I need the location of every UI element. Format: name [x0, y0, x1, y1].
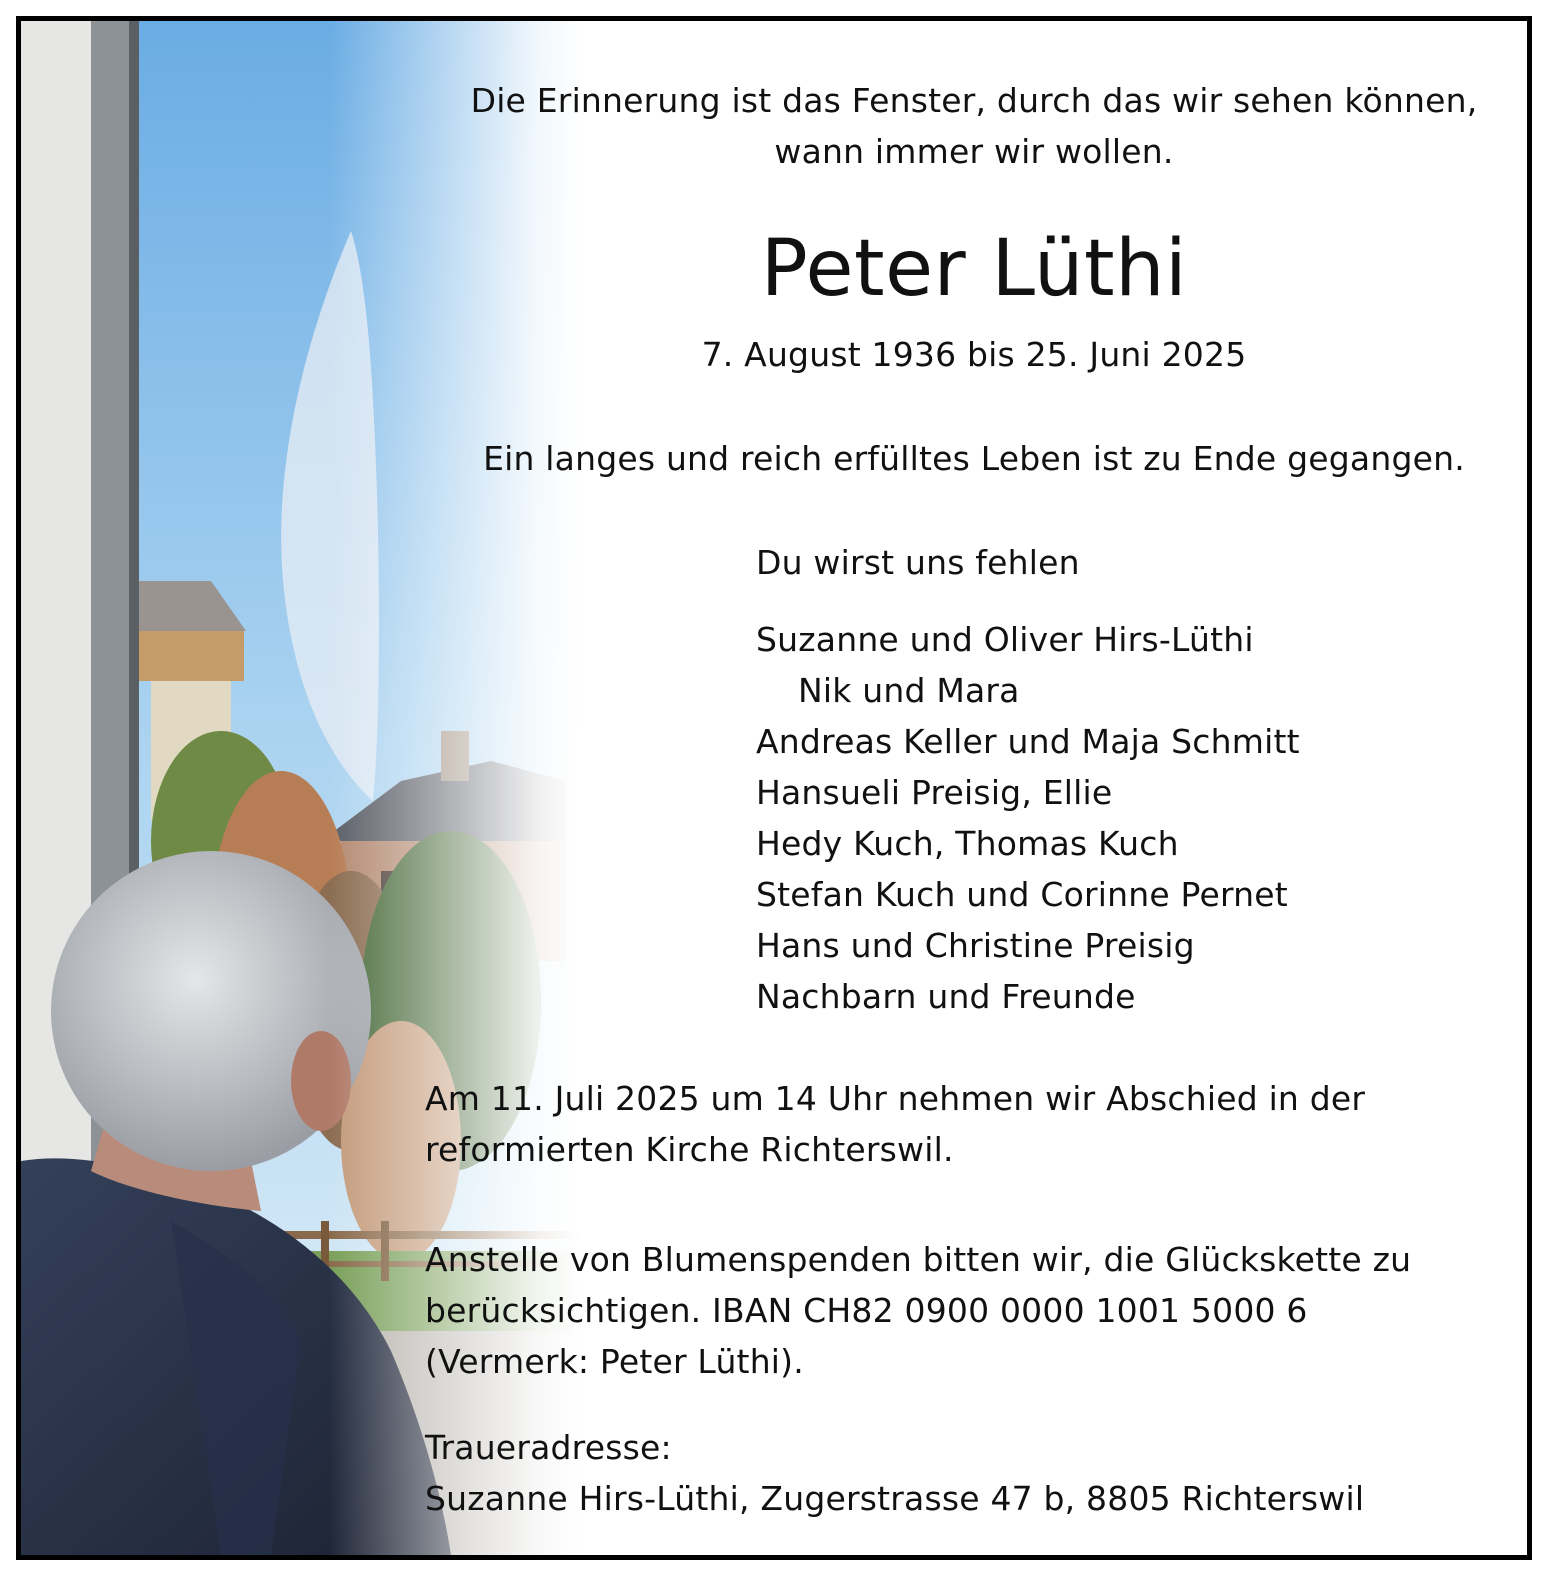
life-statement: Ein langes und reich erfülltes Leben ist zu Ende gegangen.: [483, 439, 1465, 478]
mourner-name: Suzanne und Oliver Hirs-Lüthi: [756, 620, 1254, 659]
obituary-frame: [16, 16, 1532, 1560]
quote-line-2: wann immer wir wollen.: [774, 132, 1174, 171]
mourner-name: Nik und Mara: [798, 671, 1020, 710]
mourner-name: Nachbarn und Freunde: [756, 977, 1136, 1016]
life-dates: 7. August 1936 bis 25. Juni 2025: [701, 335, 1247, 374]
mourning-address: [425, 1422, 1364, 1524]
address-value: Suzanne Hirs-Lüthi, Zugerstrasse 47 b, 8805 Richterswil: [425, 1479, 1365, 1518]
mourners-intro: Du wirst uns fehlen: [756, 543, 1080, 582]
deceased-name: Peter Lüthi: [760, 224, 1188, 314]
ceremony-line-1: Am 11. Juli 2025 um 14 Uhr nehmen wir Abschied in der: [425, 1079, 1366, 1118]
mourners-list: [756, 537, 1300, 1022]
ceremony-line-2: reformierten Kirche Richterswil.: [425, 1130, 954, 1169]
donation-line-2: berücksichtigen. IBAN CH82 0900 0000 1001 5000 6: [425, 1291, 1308, 1330]
mourner-name: Andreas Keller und Maja Schmitt: [756, 722, 1300, 761]
mourner-name: Hedy Kuch, Thomas Kuch: [756, 824, 1179, 863]
memorial-quote: [421, 75, 1527, 177]
quote-line-1: Die Erinnerung ist das Fenster, durch das wir sehen können,: [470, 81, 1478, 120]
address-label: Traueradresse:: [425, 1428, 672, 1467]
ceremony-info: [425, 1073, 1365, 1175]
donation-line-3: (Vermerk: Peter Lüthi).: [425, 1342, 804, 1381]
mourner-name: Hans und Christine Preisig: [756, 926, 1195, 965]
donation-line-1: Anstelle von Blumenspenden bitten wir, die Glückskette zu: [425, 1240, 1412, 1279]
mourner-name: Stefan Kuch und Corinne Pernet: [756, 875, 1288, 914]
donation-info: [425, 1234, 1411, 1387]
mourner-name: Hansueli Preisig, Ellie: [756, 773, 1113, 812]
